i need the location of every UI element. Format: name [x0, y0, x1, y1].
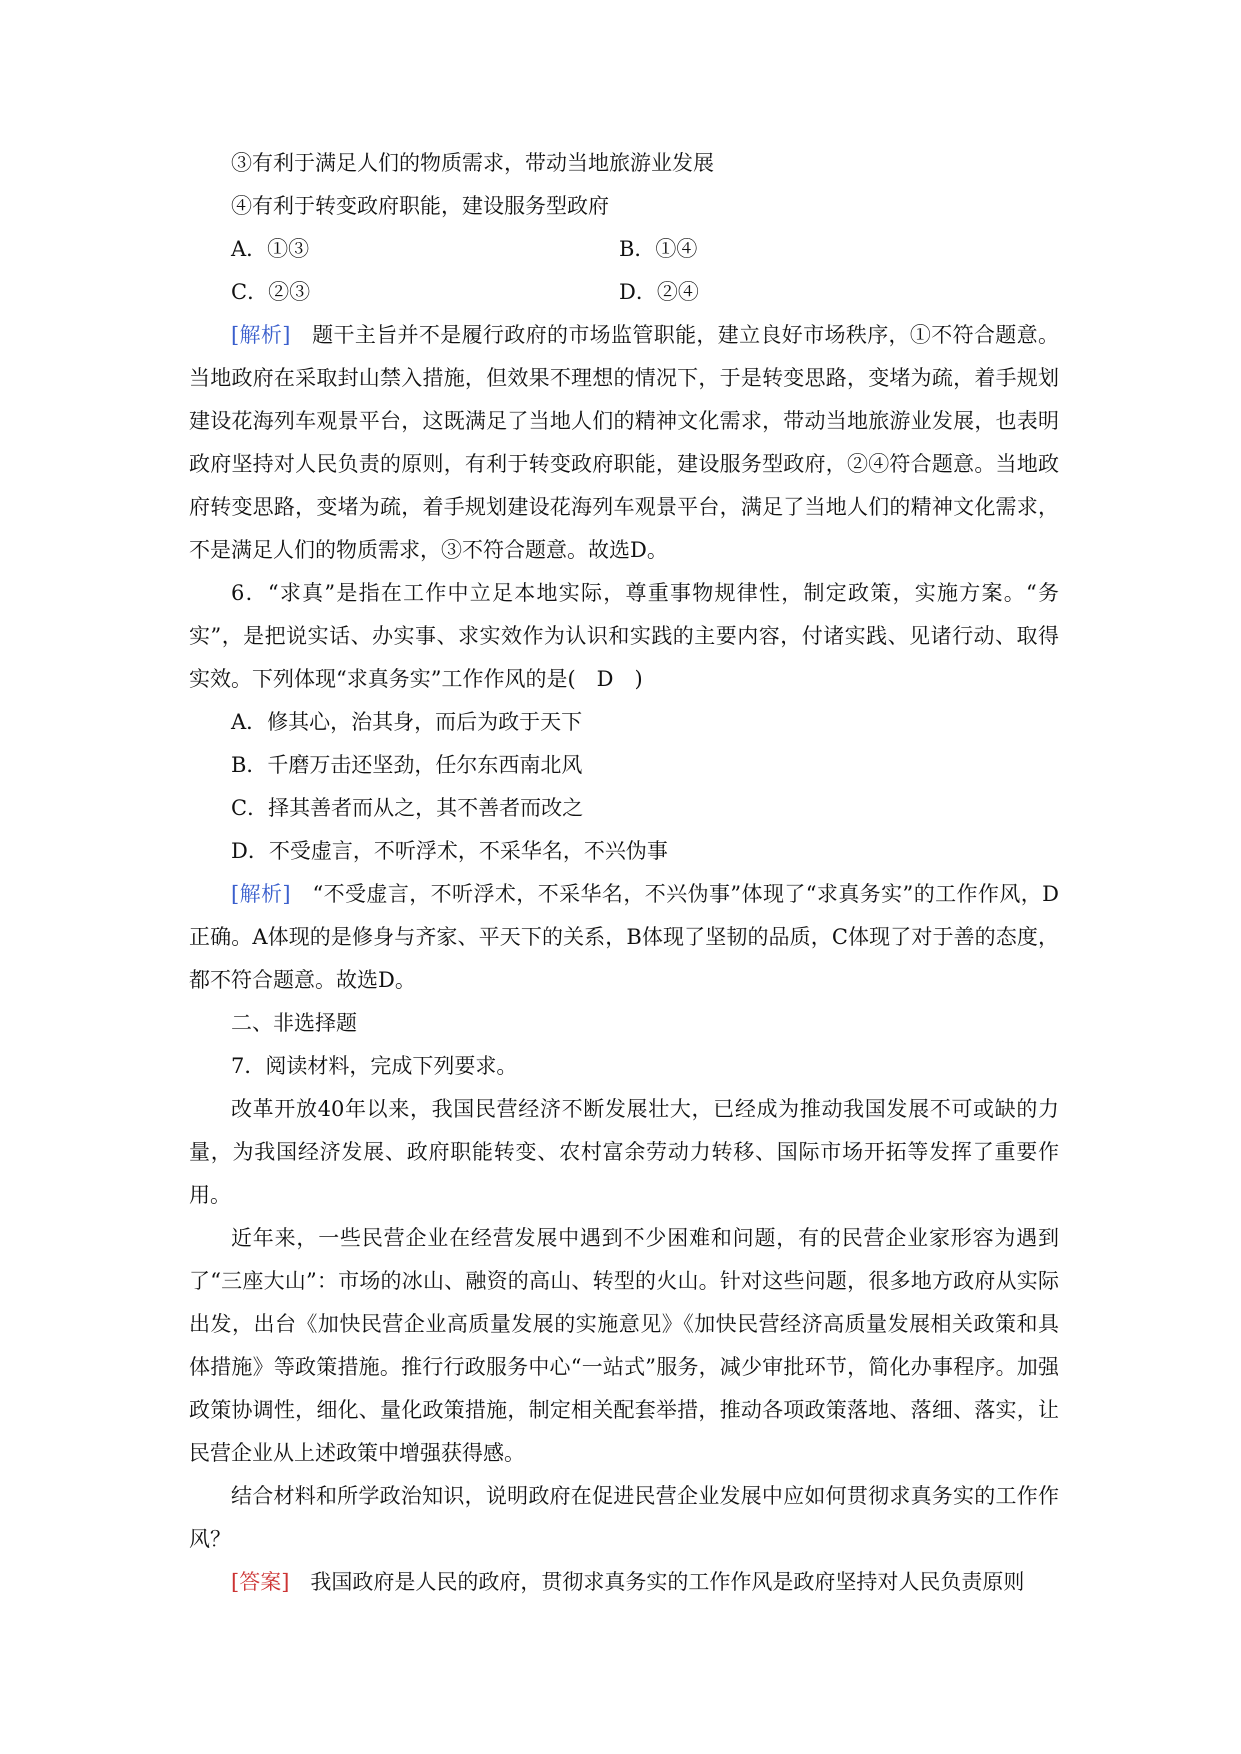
answer-text: 我国政府是人民的政府，贯彻求真务实的工作作风是政府坚持对人民负责原则	[289, 1570, 1025, 1594]
question-7-stem: 7．阅读材料，完成下列要求。	[231, 1054, 518, 1078]
analysis-text: “不受虚言，不听浮术，不采华名，不兴伪事”体现了“求真务实”的工作作风，D正确。A体现的是修身与齐家、平天下的关系，B体现了坚韧的品质，C体现了对于善的态度，都不符合题意。故选D。	[189, 882, 1059, 992]
analysis-text: 题干主旨并不是履行政府的市场监管职能，建立良好市场秩序，①不符合题意。当地政府在采取封山禁入措施，但效果不理想的情况下，于是转变思路，变堵为疏，着手规划建设花海列车观景平台，这既满足了当地人们的精神文化需求，带动当地旅游业发展，也表明政府坚持对人民负责的原则，有利于转变政府职能，建设服务型政府，②④符合题意。当地政府转变思路，变堵为疏，着手规划建设花海列车观景平台，满足了当地人们的精神文化需求，不是满足人们的物质需求，③不符合题意。故选D。	[189, 323, 1059, 562]
option-d: D．②④	[619, 280, 699, 304]
statement-3: ③有利于满足人们的物质需求，带动当地旅游业发展	[231, 151, 714, 175]
options-row-ab	[189, 228, 1059, 271]
document-body	[189, 142, 1059, 1604]
analysis-q6	[189, 873, 1059, 1002]
section-heading: 二、非选择题	[231, 1011, 357, 1035]
options-row-cd	[189, 271, 1059, 314]
question-7-prompt: 结合材料和所学政治知识，说明政府在促进民营企业发展中应如何贯彻求真务实的工作作风？	[189, 1484, 1059, 1551]
analysis-q5	[189, 314, 1059, 572]
q6-option-d: D．不受虚言，不听浮术，不采华名，不兴伪事	[231, 839, 668, 863]
q6-option-b: B．千磨万击还坚劲，任尔东西南北风	[231, 753, 583, 777]
material-paragraph-1: 改革开放40年以来，我国民营经济不断发展壮大，已经成为推动我国发展不可或缺的力量，为我国经济发展、政府职能转变、农村富余劳动力转移、国际市场开拓等发挥了重要作用。	[189, 1097, 1059, 1207]
answer-q7	[189, 1561, 1059, 1604]
q6-option-c: C．择其善者而从之，其不善者而改之	[231, 796, 584, 820]
statement-4: ④有利于转变政府职能，建设服务型政府	[231, 194, 609, 218]
question-6-stem: 6．“求真”是指在工作中立足本地实际，尊重事物规律性，制定政策，实施方案。“务实”，是把说实话、办实事、求实效作为认识和实践的主要内容，付诸实践、见诸行动、取得实效。下列体现“求真务实”工作作风的是( D )	[189, 581, 1059, 691]
material-paragraph-2: 近年来，一些民营企业在经营发展中遇到不少困难和问题，有的民营企业家形容为遇到了“三座大山”：市场的冰山、融资的高山、转型的火山。针对这些问题，很多地方政府从实际出发，出台《加快民营企业高质量发展的实施意见》《加快民营经济高质量发展相关政策和具体措施》等政策措施。推行行政服务中心“一站式”服务，减少审批环节，简化办事程序。加强政策协调性，细化、量化政策措施，制定相关配套举措，推动各项政策落地、落细、落实，让民营企业从上述政策中增强获得感。	[189, 1226, 1059, 1465]
q6-option-a: A．修其心，治其身，而后为政于天下	[231, 710, 583, 734]
option-c: C．②③	[231, 280, 311, 304]
option-b: B．①④	[619, 237, 698, 261]
answer-tag: [答案]	[231, 1570, 290, 1594]
analysis-tag: [解析]	[231, 323, 291, 347]
analysis-tag: [解析]	[231, 882, 291, 906]
option-a: A．①③	[231, 237, 310, 261]
